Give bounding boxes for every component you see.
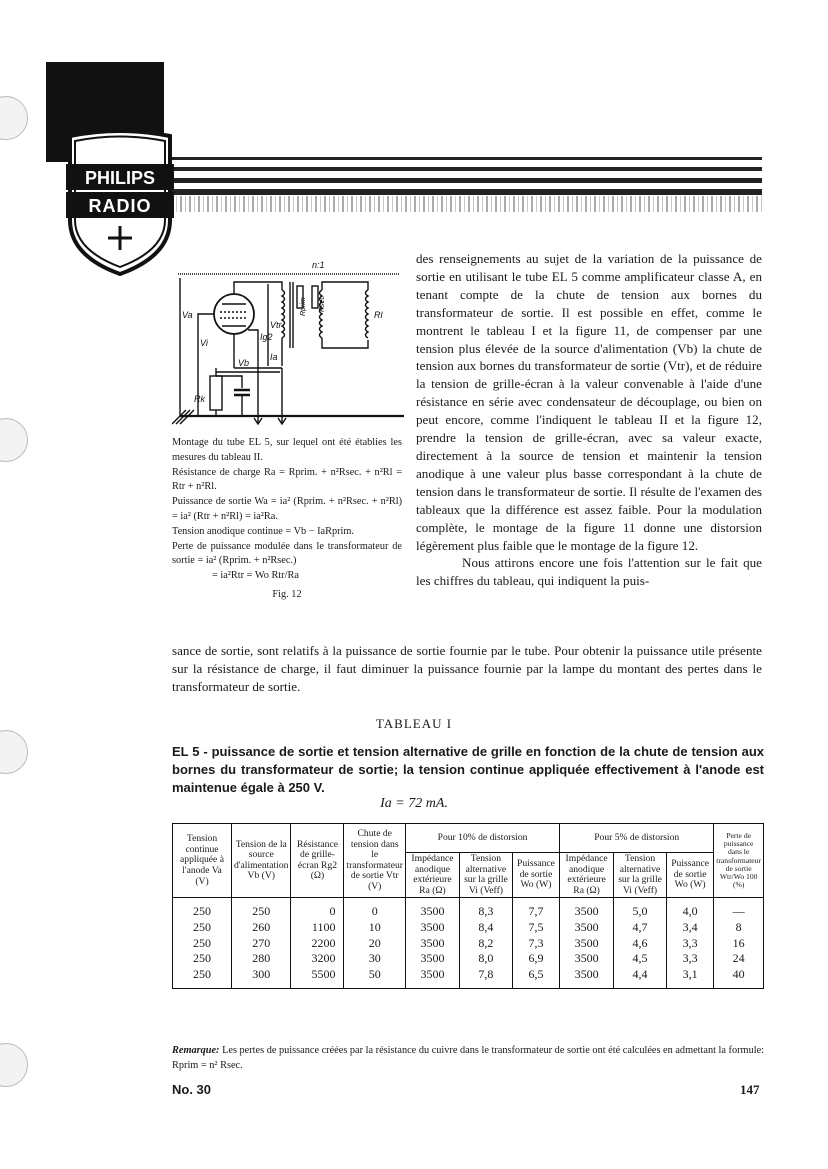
table-cell: 16 xyxy=(714,936,764,952)
table-cell: 250 xyxy=(173,920,232,936)
table-cell: 5,0 xyxy=(614,898,667,920)
label-ig2: Ig2 xyxy=(260,332,273,342)
table-cell: 3500 xyxy=(560,920,614,936)
caption-line: = ia²Rtr = Wo Rtr/Ra xyxy=(212,570,299,582)
table-cell: 7,7 xyxy=(512,898,559,920)
remark xyxy=(172,1044,764,1073)
table-cell: 250 xyxy=(173,967,232,989)
remark-text: Les pertes de puissance créées par la résistance du cuivre dans le transformateur de sortie ont été calculées en admettant la formule: Rprim = n² Rsec. xyxy=(172,1045,765,1071)
paragraph-2-start: Nous attirons encore une fois l'attention sur le fait que les chiffres du tableau, qui indiquent la puis- xyxy=(416,555,762,589)
table-cell: 3500 xyxy=(405,951,459,967)
table-cell: 8 xyxy=(714,920,764,936)
figure-number: Fig. 12 xyxy=(272,588,302,600)
table-cell: 260 xyxy=(232,920,291,936)
binder-hole xyxy=(0,96,28,140)
header-wo-10: Puissance de sortie Wo (W) xyxy=(512,853,559,898)
table-cell: 30 xyxy=(344,951,405,967)
header-vtr: Chute de tension dans le transformateur de sortie Vtr (V) xyxy=(344,824,405,898)
table-cell: 2200 xyxy=(291,936,344,952)
header-rule xyxy=(162,178,762,183)
table-cell: 280 xyxy=(232,951,291,967)
table-cell: — xyxy=(714,898,764,920)
table-cell: 8,0 xyxy=(459,951,512,967)
table-cell: 10 xyxy=(344,920,405,936)
table-cell: 300 xyxy=(232,967,291,989)
table-cell: 7,8 xyxy=(459,967,512,989)
table-cell: 3200 xyxy=(291,951,344,967)
table-cell: 24 xyxy=(714,951,764,967)
header-ra-5: Impédance anodique extérieure Ra (Ω) xyxy=(560,853,614,898)
table-cell: 250 xyxy=(232,898,291,920)
header-vi-5: Tension alternative sur la grille Vi (Veff) xyxy=(614,853,667,898)
figure-caption xyxy=(172,436,402,603)
table-cell: 8,2 xyxy=(459,936,512,952)
header-vi-10: Tension alternative sur la grille Vi (Veff) xyxy=(459,853,512,898)
table-cell: 4,6 xyxy=(614,936,667,952)
table-row xyxy=(173,967,764,989)
table-cell: 0 xyxy=(291,898,344,920)
table-cell: 5500 xyxy=(291,967,344,989)
table-cell: 20 xyxy=(344,936,405,952)
body-text-continuation: sance de sortie, sont relatifs à la puissance de sortie fournie par le tube. Pour obtenir la puissance utile présente sur la résistance de charge, il faut diminuer la puissance fournie par la lampe du montant des pertes dans le transformateur de sortie. xyxy=(172,643,762,694)
label-rprim: Rprim xyxy=(300,297,307,316)
table-cell: 1100 xyxy=(291,920,344,936)
table-cell: 3500 xyxy=(560,967,614,989)
label-ia: Ia xyxy=(270,352,278,362)
caption-line: Résistance de charge Ra = Rprim. + n²Rsec. + n²Rl = Rtr + n²Rl. xyxy=(172,466,402,493)
label-rk: Rk xyxy=(194,394,205,404)
binder-hole xyxy=(0,418,28,462)
body-text-right xyxy=(416,250,762,590)
table-cell: 3,3 xyxy=(666,951,713,967)
label-vb: Vb xyxy=(238,358,250,368)
brand-bottom-text: RADIO xyxy=(88,196,152,216)
table-cell: 3500 xyxy=(405,967,459,989)
label-vi: Vi xyxy=(200,338,208,348)
header-rule xyxy=(162,189,762,195)
header-va: Tension continue appliquée à l'anode Va (V) xyxy=(173,824,232,898)
philips-radio-logo xyxy=(66,128,174,276)
header-texture xyxy=(162,196,762,212)
table-cell: 8,3 xyxy=(459,898,512,920)
label-vtr: Vtr xyxy=(270,320,282,330)
header-rule xyxy=(162,157,762,160)
binder-hole xyxy=(0,730,28,774)
table-cell: 3500 xyxy=(560,898,614,920)
caption-line: Perte de puissance modulée dans le transformateur de sortie = ia² (Rprim. + n²Rsec.) xyxy=(172,540,402,567)
table-cell: 6,9 xyxy=(512,951,559,967)
table-cell: 250 xyxy=(173,898,232,920)
header-loss: Perte de puissance dans le transformateur de sortie Wtr/Wo 100 (%) xyxy=(714,824,764,898)
caption-line: Montage du tube EL 5, sur lequel ont été établies les mesures du tableau II. xyxy=(172,437,402,463)
table-row xyxy=(173,898,764,920)
header-group-5: Pour 5% de distorsion xyxy=(560,824,714,853)
table-cell: 4,0 xyxy=(666,898,713,920)
table-ia-line: Ia = 72 mA. xyxy=(380,796,448,811)
table-cell: 250 xyxy=(173,936,232,952)
table-row xyxy=(173,936,764,952)
table-heading: EL 5 - puissance de sortie et tension alternative de grille en fonction de la chute de tension aux bornes du transformateur de sortie; la tension continue appliquée effectivement à l'anode est maintenue égale à 250 V. xyxy=(172,744,764,795)
label-va: Va xyxy=(182,310,193,320)
table-cell: 3500 xyxy=(405,920,459,936)
header-rule xyxy=(162,167,762,171)
caption-line: Puissance de sortie Wa = ia² (Rprim. + n²Rsec. + n²Rl) = ia² (Rtr + n²Rl) = ia²Ra. xyxy=(172,496,402,522)
label-ratio: n:1 xyxy=(312,260,325,270)
table-cell: 8,4 xyxy=(459,920,512,936)
binder-hole xyxy=(0,1043,28,1087)
table-cell: 4,5 xyxy=(614,951,667,967)
table-cell: 50 xyxy=(344,967,405,989)
header-ra-10: Impédance anodique extérieure Ra (Ω) xyxy=(405,853,459,898)
table-cell: 4,7 xyxy=(614,920,667,936)
remark-label: Remarque: xyxy=(172,1045,220,1056)
caption-line: Tension anodique continue = Vb − IaRprim. xyxy=(172,525,355,537)
issue-number: No. 30 xyxy=(172,1082,212,1097)
table-cell: 40 xyxy=(714,967,764,989)
header-wo-5: Puissance de sortie Wo (W) xyxy=(666,853,713,898)
table-cell: 3,4 xyxy=(666,920,713,936)
table-cell: 3,3 xyxy=(666,936,713,952)
label-rsec: Rsec xyxy=(319,296,326,312)
label-rl: Rl xyxy=(374,310,383,320)
table-row xyxy=(173,920,764,936)
table-cell: 250 xyxy=(173,951,232,967)
table-cell: 3500 xyxy=(405,936,459,952)
page-number: 147 xyxy=(740,1082,760,1097)
table-title: TABLEAU I xyxy=(375,716,453,731)
table-cell: 270 xyxy=(232,936,291,952)
table-cell: 7,5 xyxy=(512,920,559,936)
paragraph-1: des renseignements au sujet de la variation de la puissance de sortie en utilisant le tube EL 5 comme amplificateur classe A, en tenant compte de la chute de tension aux bornes du transformateur de sortie. Il est possible en effet, comme le montrent le tableau I et la figure 11, de compenser par une tension plus élevée de la source d'alimentation (Vb) la chute de tension aux bornes du transformateur de sortie (Vtr), et de réduire la tension de grille-écran à la valeur convenable à l'aide d'une résistance en série avec condensateur de découplage, ou bien on peut encore, comme l'indiquent le tableau II et la figure 12, prendre la tension de grille-écran, avec sa valeur exacte, directement à la source de tension et maintenir la tension anodique à une valeur plus basse correspondant à la chute de tension dans le transformateur de sortie. Il résulte de l'examen des tableaux que la différence est assez faible. Pour la modulation complète, le montage de la figure 11 donne une distorsion légèrement plus faible que le montage de la figure 12. xyxy=(416,251,762,553)
data-table xyxy=(172,823,764,989)
table-cell: 4,4 xyxy=(614,967,667,989)
table-cell: 6,5 xyxy=(512,967,559,989)
table-cell: 3500 xyxy=(560,951,614,967)
header-group-10: Pour 10% de distorsion xyxy=(405,824,559,853)
table-cell: 0 xyxy=(344,898,405,920)
brand-top-text: PHILIPS xyxy=(84,168,156,188)
table-cell: 3,1 xyxy=(666,967,713,989)
header-vb: Tension de la source d'alimentation Vb (V) xyxy=(232,824,291,898)
table-cell: 7,3 xyxy=(512,936,559,952)
table-row xyxy=(173,951,764,967)
table-cell: 3500 xyxy=(405,898,459,920)
circuit-diagram xyxy=(172,256,404,436)
header-rg2: Résistance de grille-écran Rg2 (Ω) xyxy=(291,824,344,898)
table-cell: 3500 xyxy=(560,936,614,952)
